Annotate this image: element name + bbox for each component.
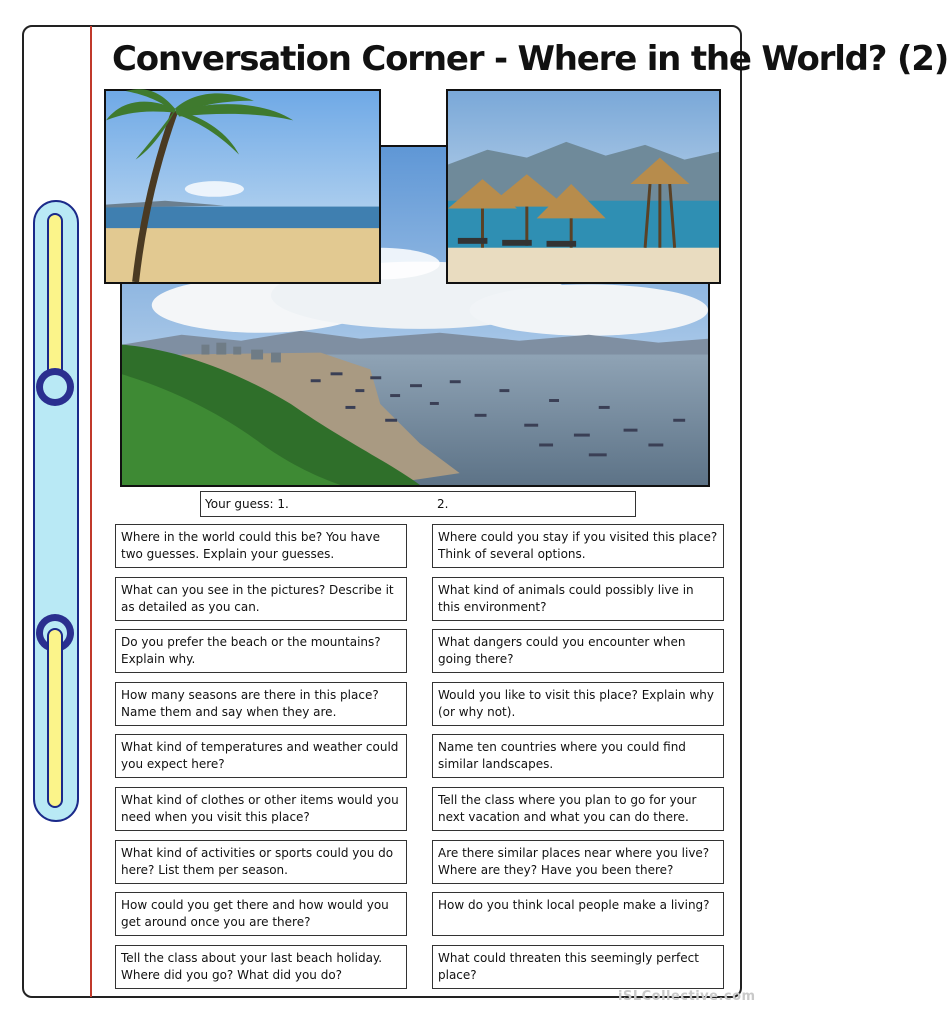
- guess-field[interactable]: [200, 491, 636, 517]
- question-card-right-9: What could threaten this seemingly perfect place?: [432, 945, 724, 989]
- question-card-right-1: Where could you stay if you visited this place? Think of several options.: [432, 524, 724, 568]
- question-card-left-2: What can you see in the pictures? Describe it as detailed as you can.: [115, 577, 407, 621]
- palm-tree-beach-photo: [104, 89, 381, 284]
- question-card-right-5: Name ten countries where you could find similar landscapes.: [432, 734, 724, 778]
- guess-2-label: 2.: [437, 497, 449, 511]
- guess-1-label: Your guess: 1.: [205, 497, 289, 511]
- binder-ring-top-icon: [36, 368, 74, 406]
- binder-slot-bottom: [47, 628, 63, 808]
- watermark: iSLCollective.com: [618, 989, 756, 1004]
- question-card-left-8: How could you get there and how would you get around once you are there?: [115, 892, 407, 936]
- page-title: Conversation Corner - Where in the World? (2): [112, 39, 948, 79]
- question-card-left-6: What kind of clothes or other items would you need when you visit this place?: [115, 787, 407, 831]
- binder-slot-top: [47, 213, 63, 389]
- question-card-right-8: How do you think local people make a living?: [432, 892, 724, 936]
- question-card-left-7: What kind of activities or sports could you do here? List them per season.: [115, 840, 407, 884]
- margin-line: [90, 26, 92, 997]
- question-card-right-3: What dangers could you encounter when going there?: [432, 629, 724, 673]
- question-card-right-4: Would you like to visit this place? Explain why (or why not).: [432, 682, 724, 726]
- question-card-right-7: Are there similar places near where you live? Where are they? Have you been there?: [432, 840, 724, 884]
- question-card-left-1: Where in the world could this be? You have two guesses. Explain your guesses.: [115, 524, 407, 568]
- question-card-right-2: What kind of animals could possibly live in this environment?: [432, 577, 724, 621]
- question-card-left-5: What kind of temperatures and weather could you expect here?: [115, 734, 407, 778]
- beach-umbrellas-photo: [446, 89, 721, 284]
- question-card-left-4: How many seasons are there in this place? Name them and say when they are.: [115, 682, 407, 726]
- question-card-left-9: Tell the class about your last beach holiday. Where did you go? What did you do?: [115, 945, 407, 989]
- question-card-right-6: Tell the class where you plan to go for your next vacation and what you can do there.: [432, 787, 724, 831]
- question-card-left-3: Do you prefer the beach or the mountains? Explain why.: [115, 629, 407, 673]
